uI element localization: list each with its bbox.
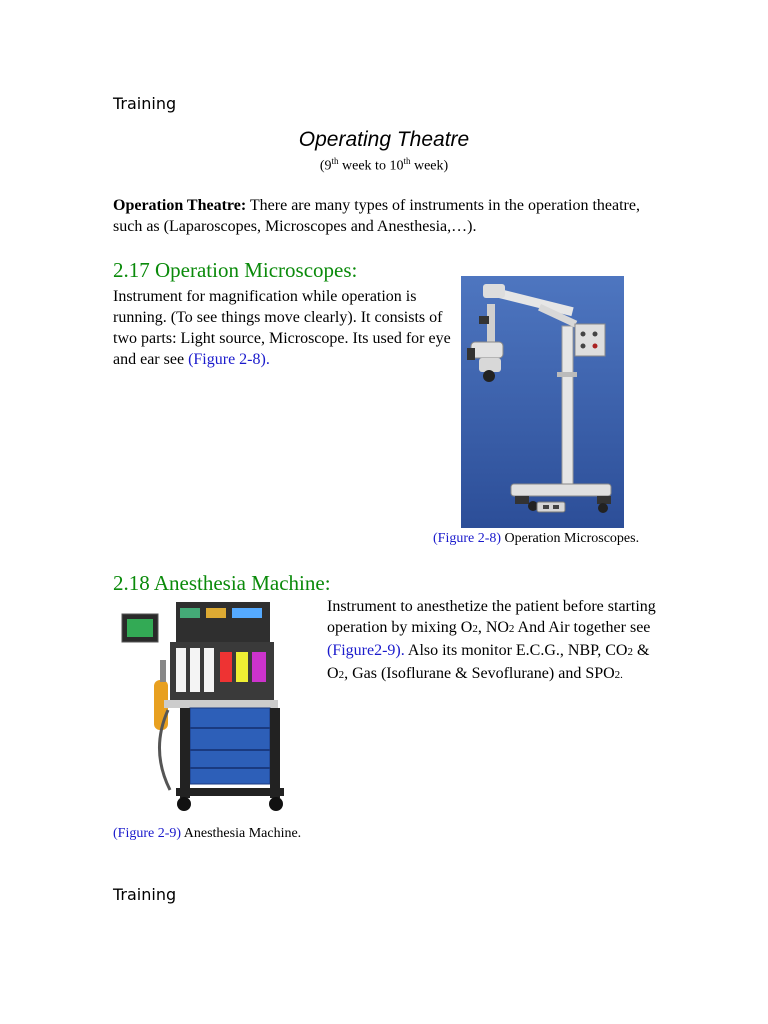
- anesthesia-paragraph: Instrument to anesthetize the patient before starting operation by mixing O2, NO2 And Air together see (Figure2-9). Also its monitor E.C.G., NBP, CO2 & O2, Gas (Isoflurane & Sevoflurane) and SPO2.: [327, 598, 656, 682]
- figure-2-8-caption: (Figure 2-8) Operation Microscopes.: [433, 531, 640, 546]
- page-subtitle: (9th week to 10th week): [319, 156, 449, 174]
- figure-2-8-link[interactable]: (Figure 2-8).: [188, 351, 270, 368]
- section-heading-microscopes: 2.17 Operation Microscopes:: [113, 258, 358, 282]
- page-footer-label: Training: [113, 885, 177, 904]
- anesthesia-machine-figure: [120, 600, 310, 818]
- intro-bold: Operation Theatre:: [113, 197, 247, 214]
- intro-paragraph: Operation Theatre: There are many types of instruments in the operation theatre, such as (Laparoscopes, Microscopes and Anesthesia,…).: [113, 197, 640, 235]
- figure-2-9-link[interactable]: (Figure2-9).: [327, 642, 405, 659]
- microscope-figure: [461, 276, 624, 528]
- page-title: Operating Theatre: [298, 128, 470, 151]
- figure-2-9-caption: (Figure 2-9) Anesthesia Machine.: [113, 826, 302, 841]
- page-header: Training: [113, 94, 177, 113]
- section-heading-anesthesia: 2.18 Anesthesia Machine:: [113, 571, 331, 595]
- microscopes-paragraph: Instrument for magnification while operation is running. (To see things move clearly). It consists of two parts: Light source, Microscope. Its used for eye and ear see (Figure 2-8).: [113, 288, 451, 368]
